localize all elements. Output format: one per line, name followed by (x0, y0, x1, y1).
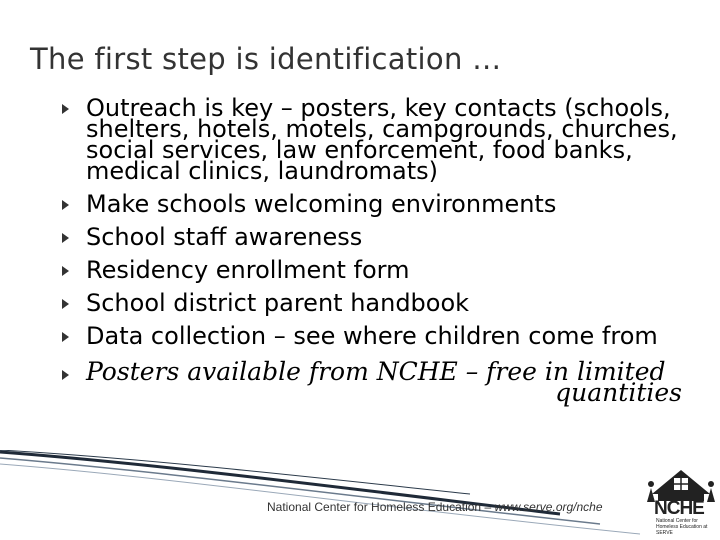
decorative-wave (0, 450, 720, 540)
triangle-bullet-icon (62, 104, 69, 114)
triangle-bullet-icon (62, 299, 69, 309)
footer-credit (267, 500, 603, 514)
bullet-item (60, 190, 700, 218)
triangle-bullet-icon (62, 266, 69, 276)
bullet-text: School staff awareness (86, 223, 363, 251)
bullet-text: Make schools welcoming environments (86, 190, 557, 218)
bullet-item (60, 94, 700, 185)
bullet-text: Data collection – see where children come from (86, 322, 658, 350)
triangle-bullet-icon (62, 233, 69, 243)
bullet-item (60, 223, 700, 251)
triangle-bullet-icon (62, 200, 69, 210)
slide-title: The first step is identification … (30, 42, 502, 76)
highlight-bullet (60, 357, 700, 407)
triangle-bullet-icon (62, 332, 69, 342)
bullet-item (60, 322, 700, 350)
highlight-line-1: Posters available from NCHE – free in limited (86, 357, 666, 386)
bullet-item (60, 256, 700, 284)
bullet-text: School district parent handbook (86, 289, 470, 317)
logo-acronym: NCHE (654, 498, 704, 519)
footer-org: National Center for Homeless Education – (267, 500, 492, 514)
highlight-line-2: quantities (555, 378, 682, 407)
logo-subtitle: National Center for Homeless Education at SERVE (656, 518, 708, 536)
triangle-bullet-icon (62, 370, 69, 380)
bullet-list (60, 94, 700, 415)
bullet-text: Outreach is key – posters, key contacts (schools, shelters, hotels, motels, campgrounds, churches, social services, law enforcement, food banks, medical clinics, laundromats) (86, 94, 678, 185)
bullet-text: Residency enrollment form (86, 256, 410, 284)
footer-url: www.serve.org/nche (494, 500, 603, 514)
bullet-item (60, 289, 700, 317)
